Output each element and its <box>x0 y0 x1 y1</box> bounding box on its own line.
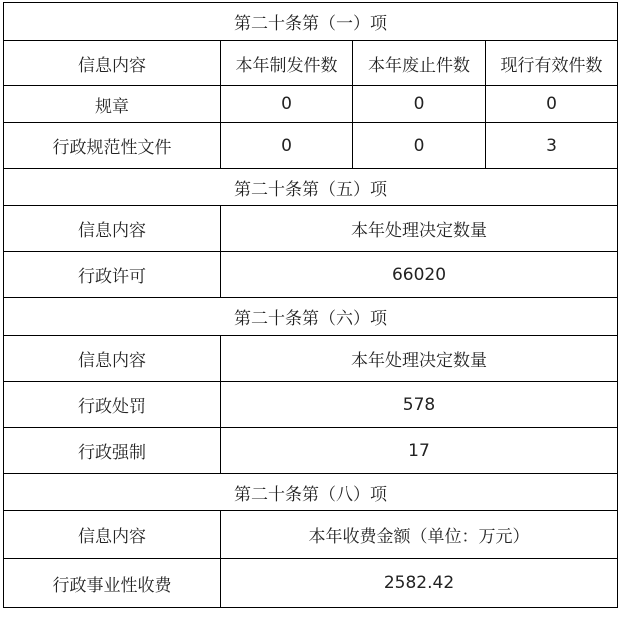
row-label: 规章 <box>4 86 221 123</box>
value-cell: 578 <box>221 382 618 428</box>
row-label: 行政强制 <box>4 428 221 474</box>
header-row <box>4 206 618 252</box>
header-cell: 信息内容 <box>4 206 221 252</box>
header-row <box>4 41 618 86</box>
row-label: 行政许可 <box>4 252 221 298</box>
value-cell: 0 <box>221 86 353 123</box>
header-cell: 本年废止件数 <box>353 41 486 86</box>
value-cell: 0 <box>353 123 486 169</box>
value-cell: 66020 <box>221 252 618 298</box>
header-cell: 本年处理决定数量 <box>221 336 618 382</box>
section-title-row <box>4 3 618 41</box>
header-cell: 现行有效件数 <box>486 41 618 86</box>
header-cell: 本年处理决定数量 <box>221 206 618 252</box>
table-row <box>4 86 618 123</box>
row-label: 行政事业性收费 <box>4 559 221 608</box>
row-label: 行政处罚 <box>4 382 221 428</box>
header-cell: 信息内容 <box>4 41 221 86</box>
value-cell: 0 <box>221 123 353 169</box>
header-cell: 本年收费金额（单位：万元） <box>221 511 618 559</box>
table-row <box>4 382 618 428</box>
value-cell: 3 <box>486 123 618 169</box>
header-cell: 信息内容 <box>4 336 221 382</box>
value-cell: 0 <box>353 86 486 123</box>
section-title: 第二十条第（八）项 <box>4 474 618 511</box>
table-row <box>4 252 618 298</box>
section-title-row <box>4 474 618 511</box>
value-cell: 2582.42 <box>221 559 618 608</box>
section-title: 第二十条第（六）项 <box>4 298 618 336</box>
table-row <box>4 428 618 474</box>
section-title: 第二十条第（五）项 <box>4 169 618 206</box>
header-row <box>4 336 618 382</box>
table-row <box>4 559 618 608</box>
table-row <box>4 123 618 169</box>
row-label: 行政规范性文件 <box>4 123 221 169</box>
header-cell: 信息内容 <box>4 511 221 559</box>
section-title: 第二十条第（一）项 <box>4 3 618 41</box>
header-row <box>4 511 618 559</box>
section-title-row <box>4 169 618 206</box>
header-cell: 本年制发件数 <box>221 41 353 86</box>
disclosure-table <box>3 2 618 608</box>
value-cell: 17 <box>221 428 618 474</box>
section-title-row <box>4 298 618 336</box>
value-cell: 0 <box>486 86 618 123</box>
